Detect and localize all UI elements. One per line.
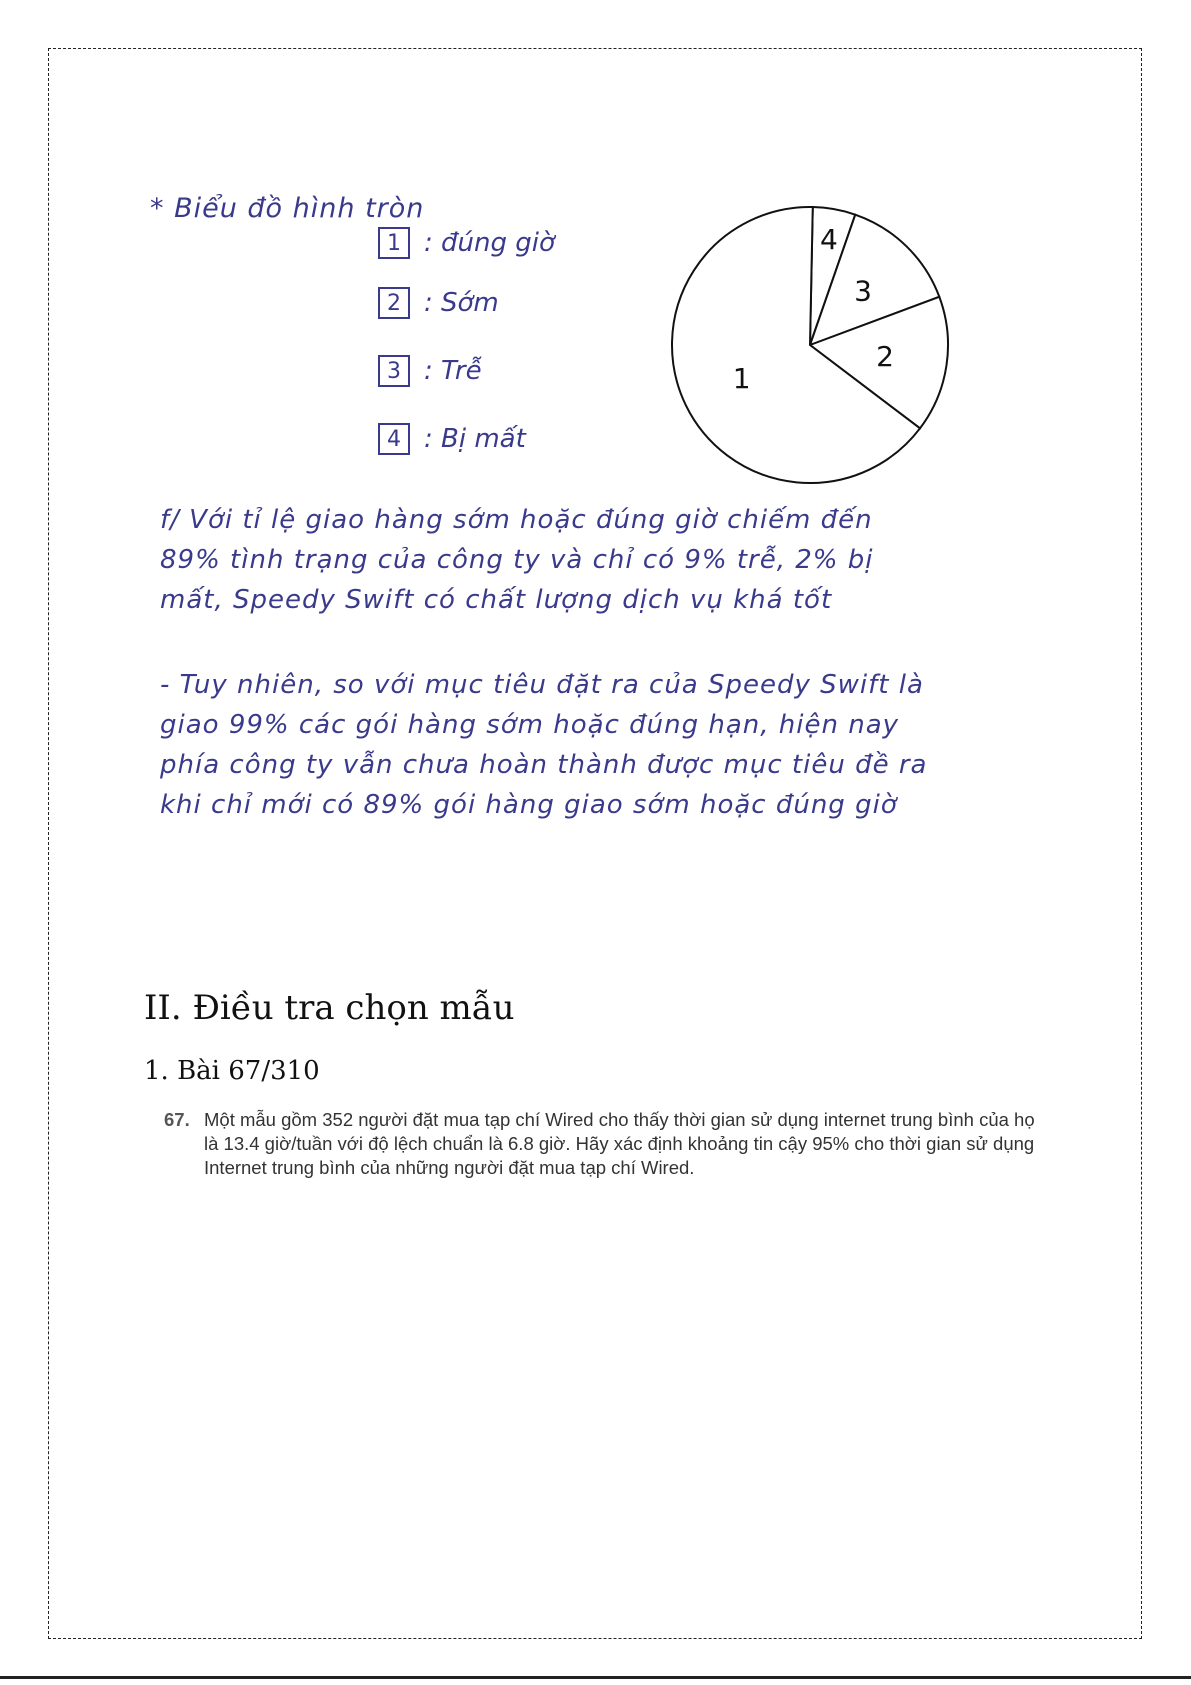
legend-item-3 (378, 351, 482, 391)
legend-label: : đúng giờ (424, 228, 555, 258)
problem-67 (164, 1108, 1044, 1180)
pie-label-2: 2 (876, 340, 895, 374)
handwritten-paragraph-f: f/ Với tỉ lệ giao hàng sớm hoặc đúng giờ chiếm đến 89% tình trạng của công ty và chỉ có 9% trễ, 2% bị mất, Speedy Swift có chất lượng dịch vụ khá tốt (160, 505, 874, 615)
pie-label-1: 1 (732, 362, 751, 396)
legend-label: : Trễ (424, 356, 482, 386)
sub-title: 1. Bài 67/310 (144, 1056, 320, 1086)
section-title: II. Điều tra chọn mẫu (144, 988, 515, 1028)
legend-box: 2 (378, 287, 410, 319)
footer-line (0, 1676, 1191, 1679)
legend-item-2 (378, 283, 499, 323)
legend-box: 3 (378, 355, 410, 387)
handwritten-scan (140, 175, 970, 935)
handwritten-paragraph-2: - Tuy nhiên, so với mục tiêu đặt ra của Speedy Swift là giao 99% các gói hàng sớm hoặc đúng hạn, hiện nay phía công ty vẫn chưa hoàn thành được mục tiêu đề ra khi chỉ mới có 89% gói hàng giao sớm hoặc đúng giờ (160, 670, 928, 820)
pie-label-4: 4 (820, 223, 838, 257)
problem-text: Một mẫu gồm 352 người đặt mua tạp chí Wired cho thấy thời gian sử dụng internet trung bình của họ là 13.4 giờ/tuần với độ lệch chuẩn là 6.8 giờ. Hãy xác định khoảng tin cậy 95% cho thời gian sử dụng Internet trung bình của những người đặt mua tạp chí Wired. (204, 1109, 1035, 1178)
handwritten-title: * Biểu đồ hình tròn (150, 193, 425, 224)
problem-number: 67. (164, 1109, 190, 1130)
legend-item-4 (378, 419, 526, 459)
pie-chart (660, 195, 960, 495)
legend-label: : Bị mất (424, 424, 526, 454)
legend-box: 4 (378, 423, 410, 455)
legend-label: : Sớm (424, 288, 499, 318)
legend-box: 1 (378, 227, 410, 259)
legend-item-1 (378, 223, 555, 263)
pie-label-3: 3 (854, 274, 872, 308)
